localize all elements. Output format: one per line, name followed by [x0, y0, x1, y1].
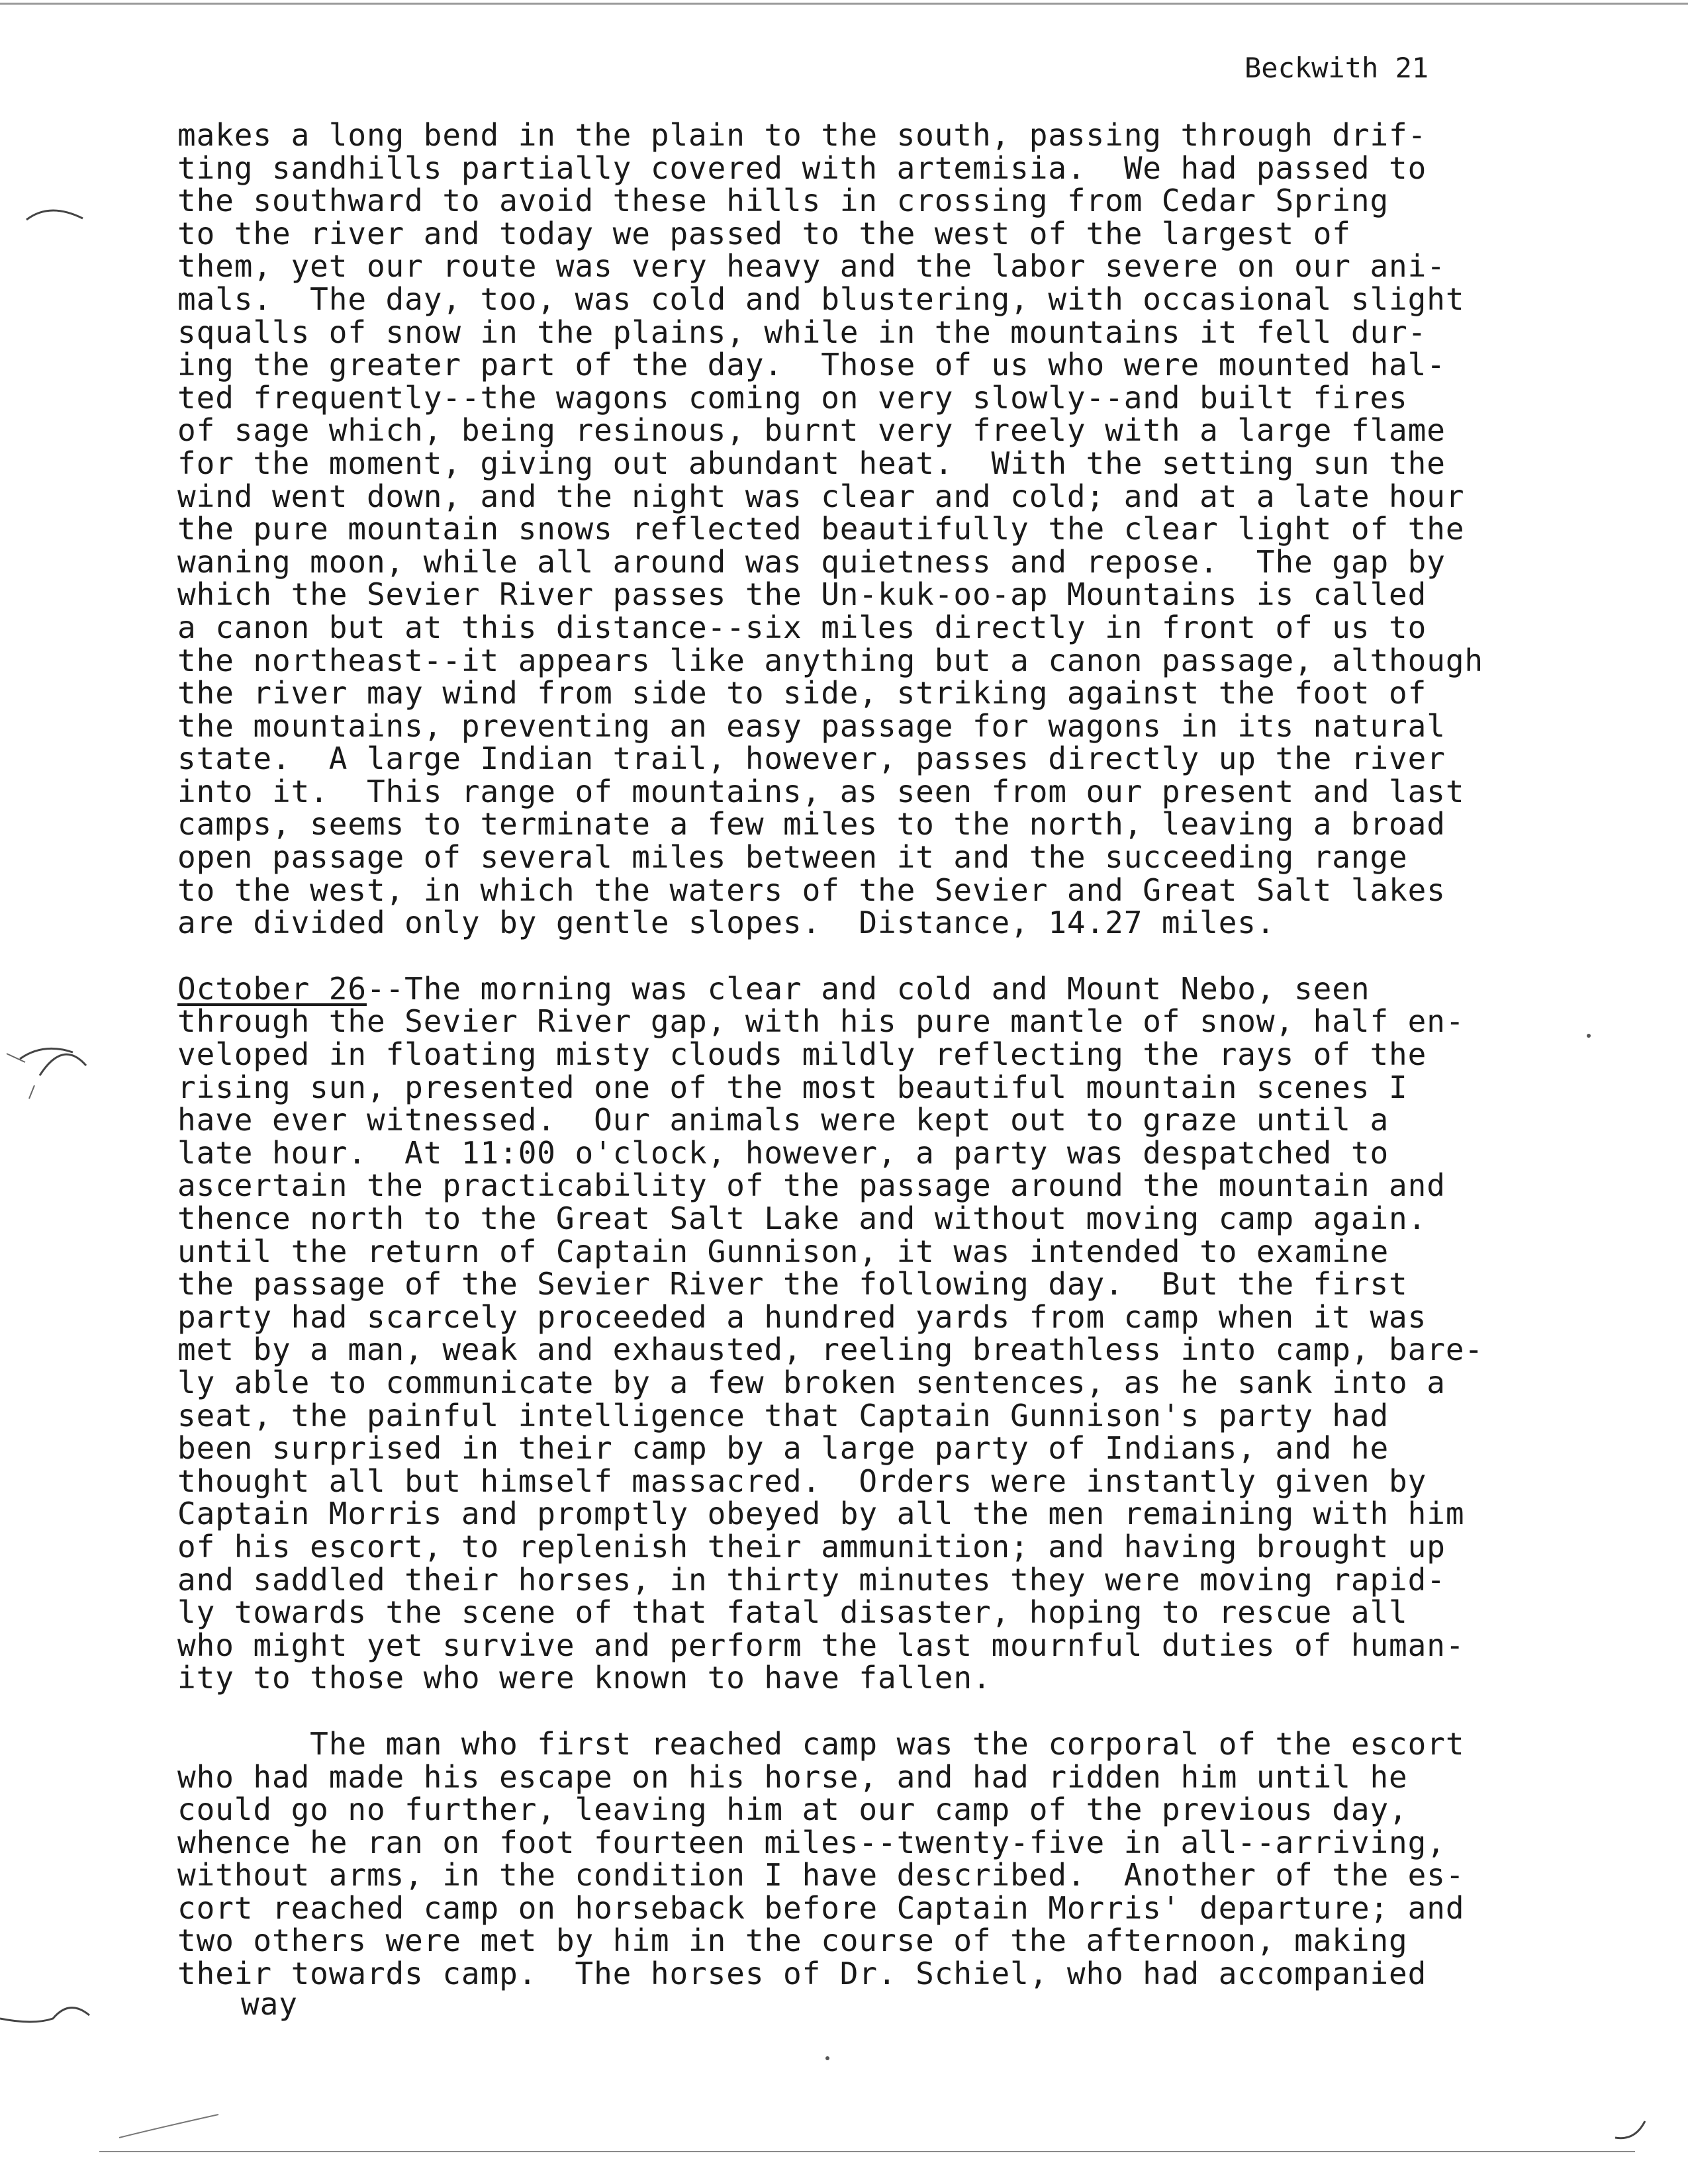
text-line: waning moon, while all around was quietness and repose. The gap by: [177, 543, 1446, 580]
margin-mark: [40, 1054, 86, 1075]
text-line: who had made his escape on his horse, and had ridden him until he: [177, 1758, 1408, 1795]
text-line: seat, the painful intelligence that Captain Gunnison's party had: [177, 1397, 1389, 1433]
text-line: the southward to avoid these hills in crossing from Cedar Spring: [177, 183, 1389, 219]
bottom-edge-rule: [99, 2151, 1635, 2152]
text-line: who might yet survive and perform the last mournful duties of human-: [177, 1627, 1465, 1663]
text-line: rising sun, presented one of the most beautiful mountain scenes I: [177, 1069, 1408, 1105]
text-line: ity to those who were known to have fallen.: [177, 1660, 992, 1696]
text-line: makes a long bend in the plain to the south, passing through drif-: [177, 117, 1427, 153]
text-line: of sage which, being resinous, burnt very freely with a large flame: [177, 412, 1446, 449]
text-line: a canon but at this distance--six miles directly in front of us to: [177, 609, 1427, 645]
text-line: of his escort, to replenish their ammunition; and having brought up: [177, 1528, 1446, 1565]
text-line: ted frequently--the wagons coming on very slowly--and built fires: [177, 379, 1408, 416]
text-line: open passage of several miles between it and the succeeding range: [177, 839, 1408, 876]
text-line: squalls of snow in the plains, while in the mountains it fell dur-: [177, 314, 1427, 350]
text-line: late hour. At 11:00 o'clock, however, a party was despatched to: [177, 1134, 1389, 1171]
text-line: met by a man, weak and exhausted, reeling breathless into camp, bare-: [177, 1332, 1484, 1368]
speck: [1587, 1034, 1591, 1038]
text-line: whence he ran on foot fourteen miles--twenty-five in all--arriving,: [177, 1824, 1446, 1860]
text-line: ascertain the practicability of the passage around the mountain and: [177, 1167, 1446, 1204]
text-line: for the moment, giving out abundant heat. With the setting sun the: [177, 445, 1446, 481]
text-line: ly able to communicate by a few broken sentences, as he sank into a: [177, 1364, 1446, 1400]
text-line: ing the greater part of the day. Those of us who were mounted hal-: [177, 347, 1446, 383]
text-line: could go no further, leaving him at our camp of the previous day,: [177, 1792, 1408, 1828]
text-line: the river may wind from side to side, striking against the foot of: [177, 675, 1427, 711]
text-line: the northeast--it appears like anything but a canon passage, although: [177, 642, 1484, 678]
text-line: their towards camp. The horses of Dr. Schiel, who had accompanied: [177, 1956, 1427, 1992]
text-line: state. A large Indian trail, however, passes directly up the river: [177, 741, 1446, 777]
text-line: veloped in floating misty clouds mildly reflecting the rays of the: [177, 1036, 1427, 1073]
text-line: which the Sevier River passes the Un-kuk-oo-ap Mountains is called: [177, 576, 1427, 613]
entry-date-rest: --The morning was clear and cold and Mount Nebo, seen: [366, 970, 1370, 1007]
text-line: wind went down, and the night was clear and cold; and at a late hour: [177, 478, 1465, 514]
text-line: are divided only by gentle slopes. Distance, 14.27 miles.: [177, 905, 1276, 941]
text-line: until the return of Captain Gunnison, it was intended to examine: [177, 1233, 1389, 1269]
text-line: the passage of the Sevier River the following day. But the first: [177, 1266, 1408, 1302]
text-line: Captain Morris and promptly obeyed by all the men remaining with him: [177, 1496, 1465, 1532]
margin-mark: [29, 1085, 34, 1099]
margin-mark: [0, 2008, 89, 2022]
margin-mark: [26, 210, 83, 220]
text-line: party had scarcely proceeded a hundred yards from camp when it was: [177, 1298, 1427, 1335]
entry-date: October 26: [177, 970, 367, 1007]
text-line: The man who first reached camp was the corporal of the escort: [177, 1725, 1465, 1762]
margin-mark: [1615, 2121, 1645, 2138]
text-line: have ever witnessed. Our animals were kept out to graze until a: [177, 1102, 1389, 1138]
text-line: them, yet our route was very heavy and the labor severe on our ani-: [177, 248, 1446, 285]
margin-mark: [119, 2115, 218, 2138]
text-line: to the river and today we passed to the west of the largest of: [177, 215, 1351, 251]
text-line: the pure mountain snows reflected beautifully the clear light of the: [177, 511, 1465, 547]
text-line: cort reached camp on horseback before Captain Morris' departure; and: [177, 1889, 1465, 1926]
text-line: and saddled their horses, in thirty minutes they were moving rapid-: [177, 1561, 1446, 1598]
speck: [825, 2056, 829, 2060]
page-header: Beckwith 21: [1244, 52, 1429, 84]
text-line: thence north to the Great Salt Lake and without moving camp again.: [177, 1201, 1427, 1236]
text-line: the mountains, preventing an easy passage for wagons in its natural: [177, 707, 1446, 744]
text-line: been surprised in their camp by a large party of Indians, and he: [177, 1430, 1389, 1467]
text-line: two others were met by him in the course of the afternoon, making: [177, 1923, 1408, 1959]
handwritten-insertion: way: [241, 1985, 298, 2022]
text-line: to the west, in which the waters of the Sevier and Great Salt lakes: [177, 872, 1446, 908]
text-line: into it. This range of mountains, as seen from our present and last: [177, 773, 1465, 809]
text-line: camps, seems to terminate a few miles to the north, leaving a broad: [177, 806, 1446, 842]
text-line: without arms, in the condition I have described. Another of the es-: [177, 1857, 1465, 1893]
text-line: through the Sevier River gap, with his pure mantle of snow, half en-: [177, 1003, 1465, 1040]
text-line: mals. The day, too, was cold and blustering, with occasional slight: [177, 281, 1465, 317]
text-line: ting sandhills partially covered with artemisia. We had passed to: [177, 150, 1427, 186]
text-line: ly towards the scene of that fatal disaster, hoping to rescue all: [177, 1594, 1408, 1631]
text-line: thought all but himself massacred. Orders were instantly given by: [177, 1463, 1427, 1499]
